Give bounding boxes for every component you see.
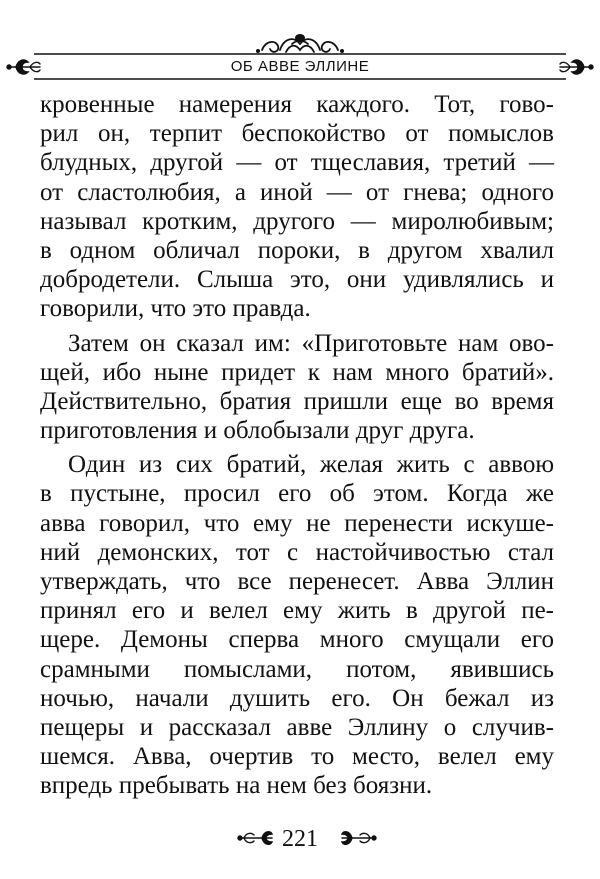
page-footer <box>0 822 600 862</box>
text-line: в одном обличал пороки, в другом хвалил <box>40 236 554 264</box>
text-line: пещеры и рассказал авве Эллину о случив- <box>40 713 554 741</box>
text-line: ний демонских, тот с настойчивостью стал <box>40 538 554 566</box>
page-number: 221 <box>282 826 318 852</box>
text-line: срамными помыслами, потом, явившись <box>40 655 554 683</box>
text-line: называл кротким, другого — миролюбивым; <box>40 207 554 235</box>
paragraph <box>40 329 554 446</box>
text-line: Действительно, братия пришли еще во время <box>40 387 554 415</box>
text-line: в пустыне, просил его об этом. Когда же <box>40 480 554 508</box>
text-line: авва говорил, что ему не перенести искуше- <box>40 509 554 537</box>
running-header <box>0 0 600 90</box>
paragraph <box>40 450 554 800</box>
text-line: от сластолюбия, а иной — от гнева; одного <box>40 178 554 206</box>
text-line: рил он, терпит беспокойство от помыслов <box>40 120 554 148</box>
text-line: принял его и велел ему жить в другой пе- <box>40 597 554 625</box>
fleuron-right-icon <box>338 822 378 852</box>
text-line: говорили, что это правда. <box>40 295 311 323</box>
text-line: впредь пребывать на нем без боязни. <box>40 772 433 800</box>
text-line: утверждать, что все перенесет. Авва Эллин <box>40 568 554 595</box>
text-line: кровенные намерения каждого. Тот, гово- <box>40 91 554 118</box>
text-line: Затем он сказал им: «Приготовьте нам ово- <box>68 329 554 357</box>
text-line: шемся. Авва, очертив то место, велел ему <box>40 743 554 771</box>
text-line: приготовления и облобызали друг друга. <box>40 417 475 445</box>
page-body <box>40 90 554 801</box>
running-title: ОБ АВВЕ ЭЛЛИНЕ <box>230 58 370 75</box>
scroll-ornament-icon <box>256 34 344 53</box>
text-line: щей, ибо ныне придет к нам много братий». <box>40 358 554 386</box>
text-line: ночью, начали душить его. Он бежал из <box>40 684 554 712</box>
text-line: щере. Демоны сперва много смущали его <box>40 626 554 654</box>
text-line: Один из сих братий, желая жить с аввою <box>68 451 554 479</box>
text-line: добродетели. Слыша это, они удивлялись и <box>40 266 554 294</box>
paragraph <box>40 90 554 324</box>
header-rules <box>0 0 600 90</box>
text-line: блудных, другой — от тщеславия, третий — <box>40 149 554 177</box>
